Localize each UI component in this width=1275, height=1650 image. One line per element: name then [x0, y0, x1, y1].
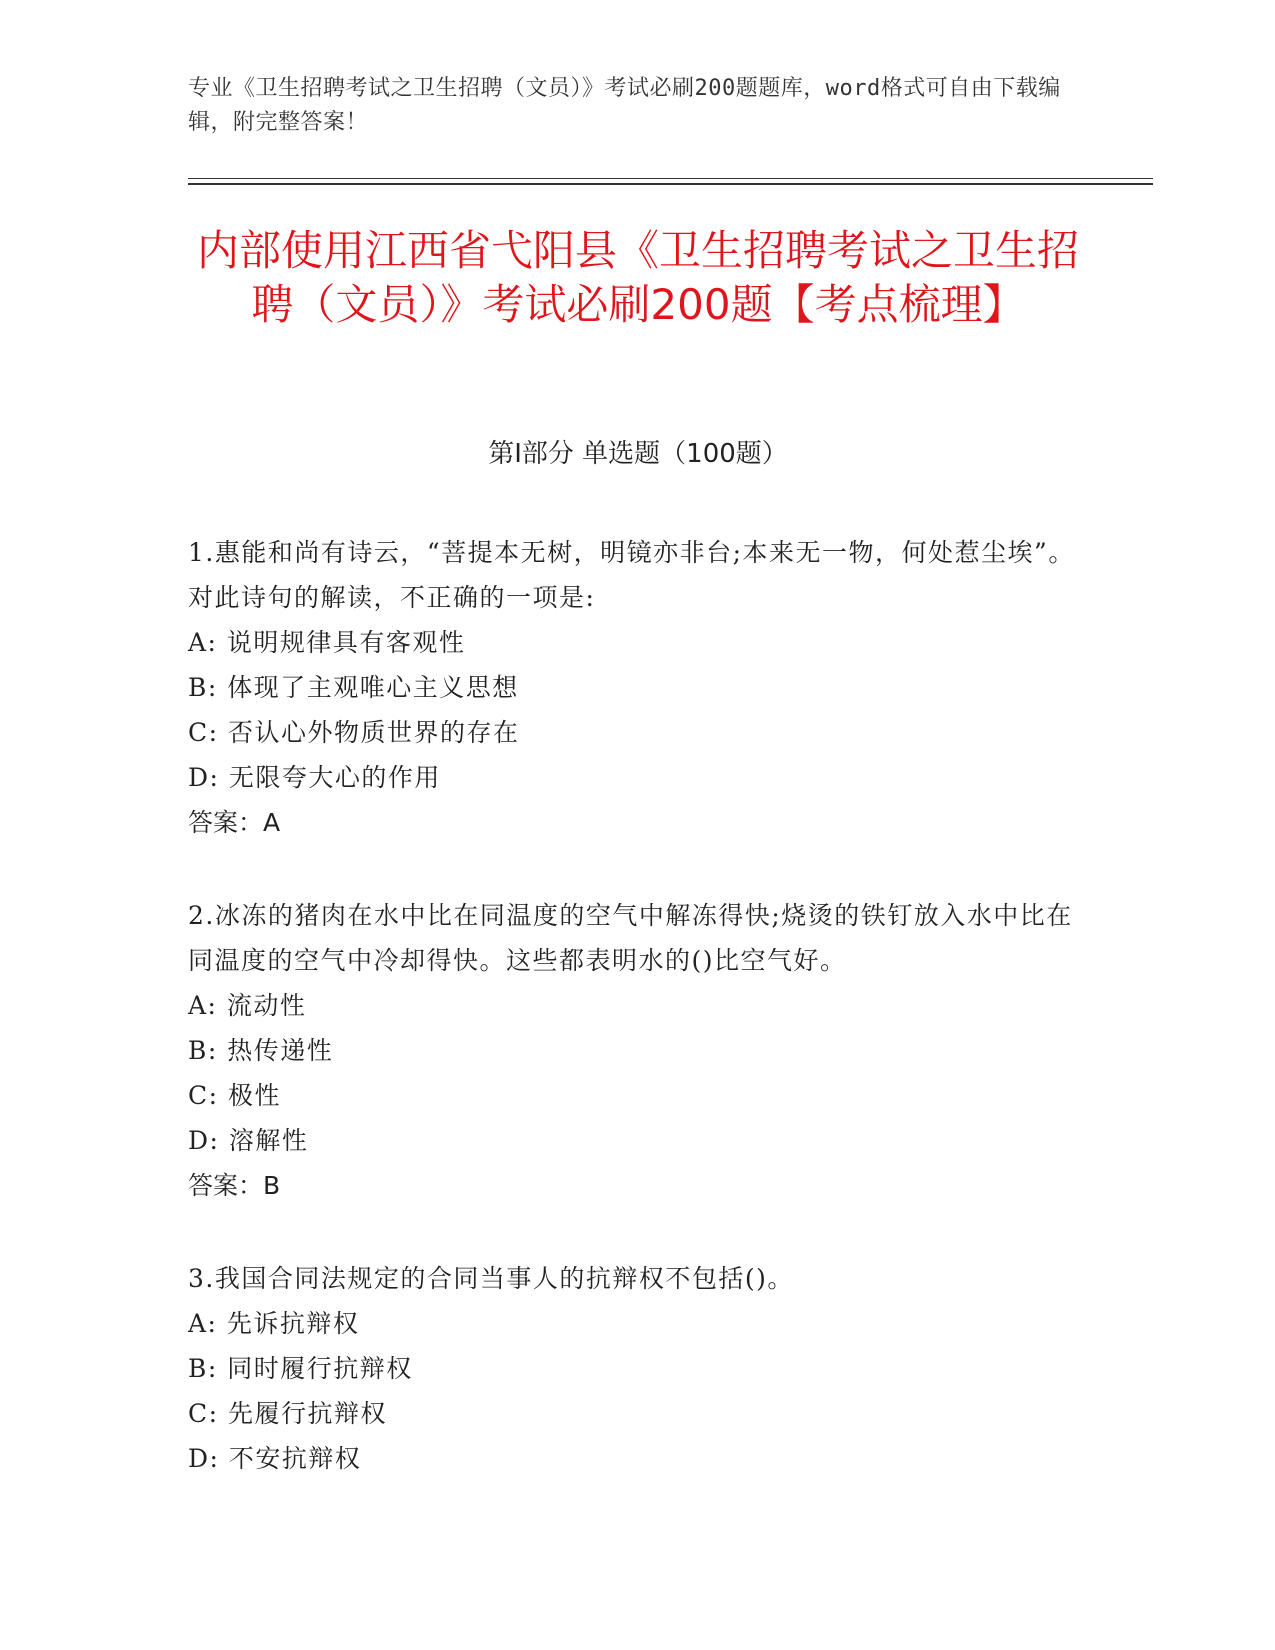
question-stem: 3.我国合同法规定的合同当事人的抗辩权不包括()。 — [188, 1264, 794, 1293]
section-title: 第I部分 单选题（100题） — [488, 439, 788, 469]
header-note: 专业《卫生招聘考试之卫生招聘（文员）》考试必刷200题题库，word格式可自由下载编辑，附完整答案！ — [188, 76, 1061, 135]
question-1 — [188, 530, 1088, 845]
question-stem: 1.惠能和尚有诗云，“菩提本无树，明镜亦非台;本来无一物，何处惹尘埃”。对此诗句的解读，不正确的一项是: — [188, 538, 1075, 612]
option-c: C: 否认心外物质世界的存在 — [188, 718, 520, 747]
answer: 答案：B — [188, 1171, 281, 1200]
option-b: B: 体现了主观唯心主义思想 — [188, 673, 519, 702]
option-b: B: 热传递性 — [188, 1036, 334, 1065]
document-title: 内部使用江西省弋阳县《卫生招聘考试之卫生招聘（文员）》考试必刷200题【考点梳理】 — [196, 226, 1079, 329]
header-rule-thin — [188, 178, 1153, 179]
question-list — [188, 530, 1088, 1529]
option-a: A: 先诉抗辩权 — [188, 1309, 360, 1338]
question-2 — [188, 893, 1088, 1208]
option-a: A: 流动性 — [188, 991, 307, 1020]
option-c: C: 先履行抗辩权 — [188, 1399, 387, 1428]
header-rule-thick — [188, 183, 1153, 185]
option-d: D: 无限夸大心的作用 — [188, 763, 441, 792]
option-a: A: 说明规律具有客观性 — [188, 628, 466, 657]
question-stem: 2.冰冻的猪肉在水中比在同温度的空气中解冻得快;烧烫的铁钉放入水中比在同温度的空气中冷却得快。这些都表明水的()比空气好。 — [188, 901, 1073, 975]
option-d: D: 溶解性 — [188, 1126, 309, 1155]
option-b: B: 同时履行抗辩权 — [188, 1354, 413, 1383]
option-d: D: 不安抗辩权 — [188, 1444, 362, 1473]
option-c: C: 极性 — [188, 1081, 281, 1110]
answer: 答案：A — [188, 808, 281, 837]
question-3 — [188, 1256, 1088, 1481]
